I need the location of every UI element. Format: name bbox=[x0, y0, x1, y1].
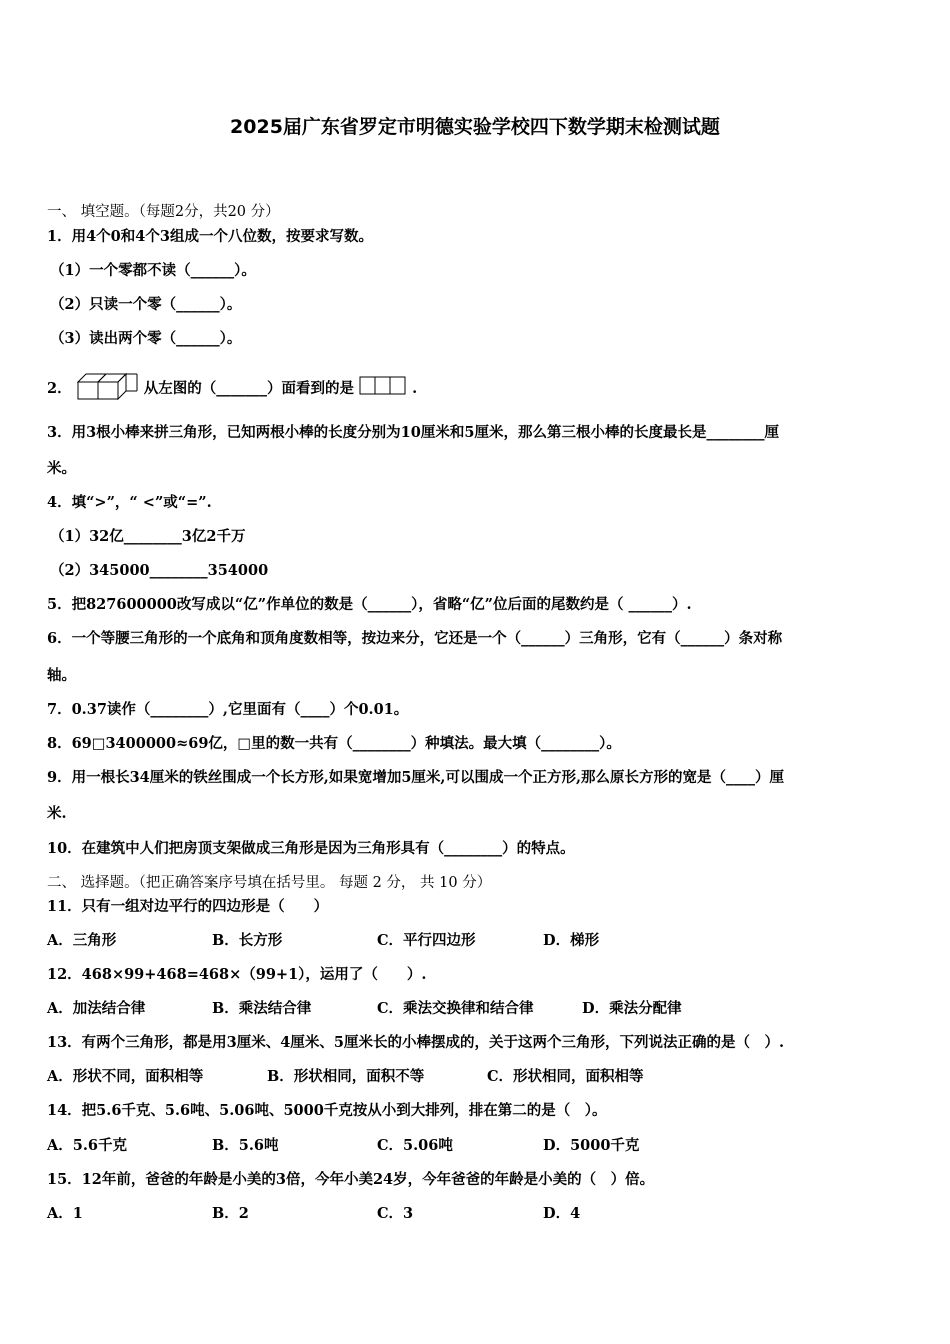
q11-stem: 11．只有一组对边平行的四边形是（ ） bbox=[47, 898, 329, 915]
q9-line-1: 9．用一根长34厘米的铁丝围成一个长方形,如果宽增加5厘米,可以围成一个正方形,那么原长方形的宽是（____）厘 bbox=[47, 769, 784, 786]
q3-line-2: 米。 bbox=[47, 460, 76, 477]
cube-figure bbox=[77, 372, 139, 406]
q2-end: . bbox=[412, 380, 418, 397]
q15-option-c[interactable]: C．3 bbox=[377, 1205, 414, 1222]
q12-stem: 12．468×99+468=468×（99+1），运用了（ ）. bbox=[47, 966, 427, 983]
q8-text: 8．69□3400000≈69亿，□里的数一共有（________）种填法。最大填（________）。 bbox=[47, 735, 621, 752]
q13-option-a[interactable]: A．形状不同，面积相等 bbox=[47, 1068, 204, 1085]
q5-text: 5．把827600000改写成以“亿”作单位的数是（______），省略“亿”位后面的尾数约是（ ______）. bbox=[47, 596, 692, 613]
q14-option-c[interactable]: C．5.06吨 bbox=[377, 1137, 453, 1154]
q12-option-b[interactable]: B．乘法结合律 bbox=[212, 1000, 312, 1017]
q14-option-b[interactable]: B．5.6吨 bbox=[212, 1137, 279, 1154]
q1-part-3: （3）读出两个零（______）。 bbox=[50, 330, 242, 347]
q15-option-a[interactable]: A．1 bbox=[47, 1205, 83, 1222]
q13-stem: 13．有两个三角形，都是用3厘米、4厘米、5厘米长的小棒摆成的，关于这两个三角形，下列说法正确的是（ ）. bbox=[47, 1034, 784, 1051]
q12-option-c[interactable]: C．乘法交换律和结合律 bbox=[377, 1000, 534, 1017]
q1-stem: 1．用4个0和4个3组成一个八位数，按要求写数。 bbox=[47, 228, 373, 245]
q14-option-a[interactable]: A．5.6千克 bbox=[47, 1137, 127, 1154]
q11-option-c[interactable]: C．平行四边形 bbox=[377, 932, 476, 949]
q11-option-d[interactable]: D．梯形 bbox=[543, 932, 600, 949]
q4-part-2: （2）345000________354000 bbox=[50, 562, 269, 579]
q1-part-2: （2）只读一个零（______）。 bbox=[50, 296, 242, 313]
q14-option-d[interactable]: D．5000千克 bbox=[543, 1137, 640, 1154]
q3-line-1: 3．用3根小棒来拼三角形，已知两根小棒的长度分别为10厘米和5厘米，那么第三根小棒的长度最长是________厘 bbox=[47, 424, 779, 441]
section-1-heading: 一、 填空题。（每题2分，共20 分） bbox=[47, 204, 280, 220]
q10-text: 10．在建筑中人们把房顶支架做成三角形是因为三角形具有（________）的特点。 bbox=[47, 840, 575, 857]
q2-line bbox=[47, 372, 417, 406]
page-title: 2025届广东省罗定市明德实验学校四下数学期末检测试题 bbox=[230, 116, 720, 138]
q2-middle: 从左图的（_______）面看到的是 bbox=[143, 380, 354, 397]
q11-option-a[interactable]: A．三角形 bbox=[47, 932, 117, 949]
q13-option-b[interactable]: B．形状相同，面积不等 bbox=[267, 1068, 425, 1085]
q4-stem: 4．填“>”，“ <”或“=”. bbox=[47, 494, 212, 511]
q2-number: 2． bbox=[47, 380, 72, 397]
q11-option-b[interactable]: B．长方形 bbox=[212, 932, 283, 949]
q7-text: 7．0.37读作（________）,它里面有（____）个0.01。 bbox=[47, 701, 409, 718]
q9-line-2: 米. bbox=[47, 805, 67, 822]
q12-option-d[interactable]: D．乘法分配律 bbox=[582, 1000, 682, 1017]
q1-part-1: （1）一个零都不读（______）。 bbox=[50, 262, 256, 279]
q13-option-c[interactable]: C．形状相同，面积相等 bbox=[487, 1068, 644, 1085]
q15-option-b[interactable]: B．2 bbox=[212, 1205, 249, 1222]
q6-line-1: 6．一个等腰三角形的一个底角和顶角度数相等，按边来分，它还是一个（______）三角形，它有（______）条对称 bbox=[47, 630, 783, 647]
q4-part-1: （1）32亿________3亿2千万 bbox=[50, 528, 246, 545]
q15-stem: 15．12年前，爸爸的年龄是小美的3倍，今年小美24岁，今年爸爸的年龄是小美的（ ）倍。 bbox=[47, 1171, 655, 1188]
q6-line-2: 轴。 bbox=[47, 667, 76, 684]
q15-option-d[interactable]: D．4 bbox=[543, 1205, 581, 1222]
q12-option-a[interactable]: A．加法结合律 bbox=[47, 1000, 146, 1017]
section-2-heading: 二、 选择题。（把正确答案序号填在括号里。 每题 2 分， 共 10 分） bbox=[47, 875, 492, 891]
squares-view-figure bbox=[359, 376, 407, 402]
q14-stem: 14．把5.6千克、5.6吨、5.06吨、5000千克按从小到大排列，排在第二的是（ ）。 bbox=[47, 1102, 607, 1119]
